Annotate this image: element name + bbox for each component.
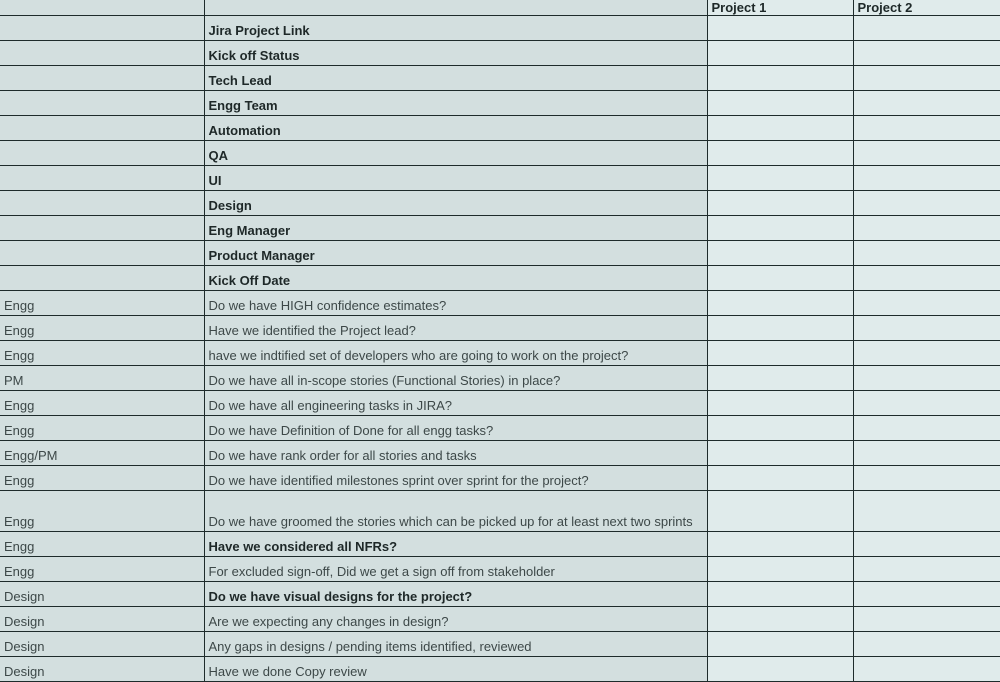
category-cell[interactable]: Design <box>0 632 204 657</box>
project-1-cell[interactable] <box>707 141 853 166</box>
table-row <box>0 607 1000 632</box>
checklist-item-cell[interactable]: Product Manager <box>204 241 707 266</box>
table-row <box>0 366 1000 391</box>
project-2-cell[interactable] <box>853 441 1000 466</box>
project-1-cell[interactable] <box>707 416 853 441</box>
checklist-item-cell[interactable]: Do we have Definition of Done for all engg tasks? <box>204 416 707 441</box>
project-2-cell[interactable] <box>853 391 1000 416</box>
category-cell[interactable]: Engg <box>0 466 204 491</box>
project-1-cell[interactable] <box>707 316 853 341</box>
project-1-cell[interactable] <box>707 216 853 241</box>
project-2-cell[interactable] <box>853 416 1000 441</box>
category-cell[interactable] <box>0 16 204 41</box>
category-cell[interactable] <box>0 41 204 66</box>
category-cell[interactable] <box>0 216 204 241</box>
table-row <box>0 341 1000 366</box>
project-2-cell[interactable] <box>853 466 1000 491</box>
project-1-cell[interactable] <box>707 391 853 416</box>
table-row <box>0 266 1000 291</box>
table-row <box>0 241 1000 266</box>
checklist-item-cell[interactable]: Engg Team <box>204 91 707 116</box>
table-row <box>0 191 1000 216</box>
project-2-cell[interactable] <box>853 341 1000 366</box>
project-2-cell[interactable] <box>853 141 1000 166</box>
project-2-cell[interactable] <box>853 632 1000 657</box>
category-cell[interactable] <box>0 66 204 91</box>
category-cell[interactable] <box>0 266 204 291</box>
project-2-cell[interactable] <box>853 16 1000 41</box>
project-2-cell[interactable] <box>853 316 1000 341</box>
project-2-cell[interactable] <box>853 557 1000 582</box>
checklist-item-cell[interactable]: UI <box>204 166 707 191</box>
project-1-cell[interactable] <box>707 657 853 682</box>
header-cell-item[interactable] <box>204 0 707 16</box>
checklist-item-cell[interactable]: have we indtified set of developers who are going to work on the project? <box>204 341 707 366</box>
checklist-item-cell[interactable]: Do we have visual designs for the project? <box>204 582 707 607</box>
category-cell[interactable]: Engg <box>0 291 204 316</box>
table-row <box>0 466 1000 491</box>
project-1-cell[interactable] <box>707 166 853 191</box>
category-cell[interactable]: Engg/PM <box>0 441 204 466</box>
category-cell[interactable] <box>0 166 204 191</box>
header-row <box>0 0 1000 16</box>
category-cell[interactable] <box>0 241 204 266</box>
table-row <box>0 632 1000 657</box>
project-2-cell[interactable] <box>853 66 1000 91</box>
project-1-cell[interactable] <box>707 532 853 557</box>
category-cell[interactable]: Design <box>0 582 204 607</box>
project-2-cell[interactable] <box>853 532 1000 557</box>
project-2-cell[interactable] <box>853 166 1000 191</box>
table-row <box>0 116 1000 141</box>
checklist-item-cell[interactable]: Kick Off Date <box>204 266 707 291</box>
category-cell[interactable] <box>0 91 204 116</box>
project-1-cell[interactable] <box>707 632 853 657</box>
category-cell[interactable]: Engg <box>0 557 204 582</box>
checklist-item-cell[interactable]: Automation <box>204 116 707 141</box>
checklist-item-cell[interactable]: Do we have all in-scope stories (Functional Stories) in place? <box>204 366 707 391</box>
project-2-cell[interactable] <box>853 191 1000 216</box>
checklist-item-cell[interactable]: Do we have groomed the stories which can be picked up for at least next two sprints <box>204 491 707 532</box>
header-cell-category[interactable] <box>0 0 204 16</box>
category-cell[interactable]: Design <box>0 607 204 632</box>
checklist-item-cell[interactable]: Do we have identified milestones sprint over sprint for the project? <box>204 466 707 491</box>
table-row <box>0 557 1000 582</box>
table-row <box>0 491 1000 532</box>
checklist-item-cell[interactable]: Have we considered all NFRs? <box>204 532 707 557</box>
project-1-cell[interactable] <box>707 491 853 532</box>
table-row <box>0 657 1000 682</box>
table-row <box>0 291 1000 316</box>
checklist-item-cell[interactable]: Have we done Copy review <box>204 657 707 682</box>
project-1-cell[interactable] <box>707 66 853 91</box>
table-row <box>0 391 1000 416</box>
checklist-item-cell[interactable]: For excluded sign-off, Did we get a sign off from stakeholder <box>204 557 707 582</box>
project-2-cell[interactable] <box>853 291 1000 316</box>
project-1-cell[interactable] <box>707 341 853 366</box>
checklist-item-cell[interactable]: Do we have rank order for all stories and tasks <box>204 441 707 466</box>
table-row <box>0 41 1000 66</box>
category-cell[interactable]: PM <box>0 366 204 391</box>
category-cell[interactable] <box>0 141 204 166</box>
table-row <box>0 532 1000 557</box>
table-row <box>0 16 1000 41</box>
checklist-item-cell[interactable]: Kick off Status <box>204 41 707 66</box>
project-2-cell[interactable] <box>853 582 1000 607</box>
table-row <box>0 166 1000 191</box>
table-row <box>0 216 1000 241</box>
project-1-cell[interactable] <box>707 191 853 216</box>
checklist-item-cell[interactable]: Have we identified the Project lead? <box>204 316 707 341</box>
project-2-cell[interactable] <box>853 266 1000 291</box>
project-1-cell[interactable] <box>707 41 853 66</box>
checklist-item-cell[interactable]: Any gaps in designs / pending items identified, reviewed <box>204 632 707 657</box>
project-2-cell[interactable] <box>853 116 1000 141</box>
checklist-item-cell[interactable]: Are we expecting any changes in design? <box>204 607 707 632</box>
project-2-cell[interactable] <box>853 216 1000 241</box>
checklist-item-cell[interactable]: Eng Manager <box>204 216 707 241</box>
project-1-cell[interactable] <box>707 266 853 291</box>
project-1-cell[interactable] <box>707 582 853 607</box>
project-2-cell[interactable] <box>853 366 1000 391</box>
category-cell[interactable]: Design <box>0 657 204 682</box>
table-row <box>0 66 1000 91</box>
checklist-item-cell[interactable]: Design <box>204 191 707 216</box>
project-1-cell[interactable] <box>707 441 853 466</box>
category-cell[interactable] <box>0 191 204 216</box>
checklist-item-cell[interactable]: Tech Lead <box>204 66 707 91</box>
category-cell[interactable]: Engg <box>0 391 204 416</box>
project-1-cell[interactable] <box>707 116 853 141</box>
project-2-cell[interactable] <box>853 41 1000 66</box>
category-cell[interactable]: Engg <box>0 316 204 341</box>
project-1-cell[interactable] <box>707 466 853 491</box>
project-2-cell[interactable] <box>853 91 1000 116</box>
table-row <box>0 441 1000 466</box>
category-cell[interactable]: Engg <box>0 532 204 557</box>
category-cell[interactable] <box>0 116 204 141</box>
table-row <box>0 316 1000 341</box>
table-row <box>0 141 1000 166</box>
project-2-cell[interactable] <box>853 607 1000 632</box>
category-cell[interactable]: Engg <box>0 341 204 366</box>
header-cell-project-1[interactable]: Project 1 <box>707 0 853 16</box>
checklist-item-cell[interactable]: Do we have HIGH confidence estimates? <box>204 291 707 316</box>
category-cell[interactable]: Engg <box>0 491 204 532</box>
project-1-cell[interactable] <box>707 241 853 266</box>
project-1-cell[interactable] <box>707 607 853 632</box>
checklist-item-cell[interactable]: QA <box>204 141 707 166</box>
project-2-cell[interactable] <box>853 241 1000 266</box>
project-2-cell[interactable] <box>853 491 1000 532</box>
table-row <box>0 582 1000 607</box>
project-1-cell[interactable] <box>707 291 853 316</box>
project-1-cell[interactable] <box>707 557 853 582</box>
project-2-cell[interactable] <box>853 657 1000 682</box>
category-cell[interactable]: Engg <box>0 416 204 441</box>
checklist-item-cell[interactable]: Do we have all engineering tasks in JIRA? <box>204 391 707 416</box>
project-1-cell[interactable] <box>707 16 853 41</box>
project-1-cell[interactable] <box>707 91 853 116</box>
header-cell-project-2[interactable]: Project 2 <box>853 0 1000 16</box>
project-1-cell[interactable] <box>707 366 853 391</box>
checklist-item-cell[interactable]: Jira Project Link <box>204 16 707 41</box>
table-row <box>0 416 1000 441</box>
table-row <box>0 91 1000 116</box>
